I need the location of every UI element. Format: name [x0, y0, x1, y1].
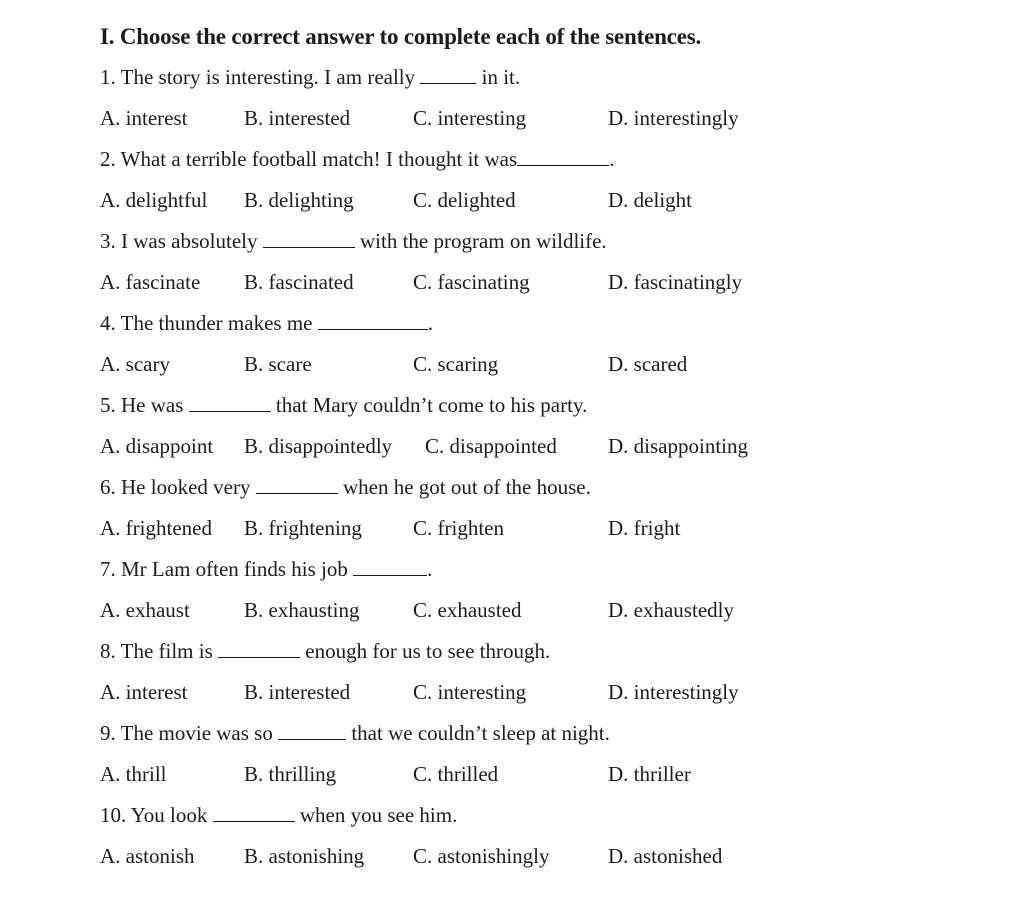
option-d[interactable]: D. scared — [608, 352, 688, 376]
question-item-5 — [0, 390, 1024, 472]
stem-text-before: 1. The story is interesting. I am really — [100, 65, 421, 89]
stem-text-before: 8. The film is — [100, 639, 219, 663]
answer-blank — [256, 475, 338, 494]
question-stem — [100, 144, 614, 174]
option-c[interactable]: C. disappointed — [425, 434, 557, 458]
option-b[interactable]: B. exhausting — [244, 598, 360, 622]
option-a[interactable]: A. frightened — [100, 516, 212, 540]
question-stem — [100, 718, 610, 748]
option-b[interactable]: B. frightening — [244, 516, 362, 540]
question-stem — [100, 472, 591, 502]
option-a[interactable]: A. fascinate — [100, 270, 201, 294]
option-c[interactable]: C. scaring — [413, 352, 499, 376]
answer-blank — [213, 803, 295, 822]
question-list — [0, 62, 1024, 882]
question-item-8 — [0, 636, 1024, 718]
option-c[interactable]: C. interesting — [413, 680, 527, 704]
stem-text-after: when you see him. — [294, 803, 458, 827]
question-item-9 — [0, 718, 1024, 800]
stem-text-after: in it. — [476, 65, 521, 89]
option-a[interactable]: A. thrill — [100, 762, 167, 786]
question-item-6 — [0, 472, 1024, 554]
question-item-7 — [0, 554, 1024, 636]
option-b[interactable]: B. thrilling — [244, 762, 337, 786]
question-item-2 — [0, 144, 1024, 226]
option-d[interactable]: D. fascinatingly — [608, 270, 743, 294]
option-a[interactable]: A. scary — [100, 352, 170, 376]
question-stem — [100, 554, 432, 584]
option-a[interactable]: A. interest — [100, 680, 188, 704]
answer-blank — [278, 721, 346, 740]
option-a[interactable]: A. disappoint — [100, 434, 214, 458]
answer-options — [0, 267, 1024, 297]
question-stem — [100, 636, 550, 666]
stem-text-before: 7. Mr Lam often finds his job — [100, 557, 354, 581]
option-b[interactable]: B. interested — [244, 106, 351, 130]
answer-options — [0, 759, 1024, 789]
question-stem — [100, 800, 457, 830]
option-d[interactable]: D. delight — [608, 188, 692, 212]
question-item-1 — [0, 62, 1024, 144]
stem-text-before: 6. He looked very — [100, 475, 256, 499]
stem-text-before: 9. The movie was so — [100, 721, 279, 745]
stem-text-after: with the program on wildlife. — [354, 229, 607, 253]
option-d[interactable]: D. exhaustedly — [608, 598, 734, 622]
answer-options — [0, 349, 1024, 379]
exercise-heading: I. Choose the correct answer to complete each of the sentences. — [100, 24, 701, 49]
question-item-10 — [0, 800, 1024, 882]
answer-options — [0, 431, 1024, 461]
question-stem — [100, 308, 433, 338]
option-a[interactable]: A. exhaust — [100, 598, 190, 622]
option-d[interactable]: D. thriller — [608, 762, 691, 786]
option-d[interactable]: D. fright — [608, 516, 681, 540]
option-d[interactable]: D. astonished — [608, 844, 723, 868]
stem-text-after: . — [427, 557, 433, 581]
option-b[interactable]: B. fascinated — [244, 270, 354, 294]
stem-text-after: when he got out of the house. — [337, 475, 591, 499]
option-a[interactable]: A. interest — [100, 106, 188, 130]
option-c[interactable]: C. thrilled — [413, 762, 499, 786]
option-b[interactable]: B. astonishing — [244, 844, 365, 868]
stem-text-before: 4. The thunder makes me — [100, 311, 318, 335]
option-c[interactable]: C. frighten — [413, 516, 504, 540]
answer-options — [0, 185, 1024, 215]
option-c[interactable]: C. interesting — [413, 106, 527, 130]
stem-text-after: that Mary couldn’t come to his party. — [270, 393, 588, 417]
option-a[interactable]: A. astonish — [100, 844, 195, 868]
answer-options — [0, 513, 1024, 543]
option-d[interactable]: D. disappointing — [608, 434, 748, 458]
option-c[interactable]: C. delighted — [413, 188, 516, 212]
question-stem — [100, 62, 520, 92]
answer-blank — [420, 65, 476, 84]
answer-options — [0, 103, 1024, 133]
stem-text-after: enough for us to see through. — [300, 639, 551, 663]
stem-text-before: 2. What a terrible football match! I thought it was — [100, 147, 518, 171]
option-d[interactable]: D. interestingly — [608, 106, 739, 130]
stem-text-before: 5. He was — [100, 393, 189, 417]
option-c[interactable]: C. astonishingly — [413, 844, 550, 868]
answer-options — [0, 595, 1024, 625]
option-b[interactable]: B. disappointedly — [244, 434, 393, 458]
stem-text-after: . — [609, 147, 615, 171]
answer-options — [0, 841, 1024, 871]
option-b[interactable]: B. interested — [244, 680, 351, 704]
question-stem — [100, 390, 587, 420]
stem-text-before: 10. You look — [100, 803, 213, 827]
option-b[interactable]: B. scare — [244, 352, 312, 376]
stem-text-before: 3. I was absolutely — [100, 229, 263, 253]
stem-text-after: . — [427, 311, 433, 335]
answer-blank — [353, 557, 427, 576]
option-c[interactable]: C. fascinating — [413, 270, 530, 294]
option-c[interactable]: C. exhausted — [413, 598, 522, 622]
question-stem — [100, 226, 607, 256]
stem-text-after: that we couldn’t sleep at night. — [346, 721, 610, 745]
answer-blank — [263, 229, 355, 248]
answer-blank — [218, 639, 300, 658]
question-item-3 — [0, 226, 1024, 308]
answer-blank — [318, 311, 428, 330]
question-item-4 — [0, 308, 1024, 390]
option-d[interactable]: D. interestingly — [608, 680, 739, 704]
option-b[interactable]: B. delighting — [244, 188, 354, 212]
answer-options — [0, 677, 1024, 707]
answer-blank — [517, 147, 609, 166]
option-a[interactable]: A. delightful — [100, 188, 208, 212]
answer-blank — [189, 393, 271, 412]
